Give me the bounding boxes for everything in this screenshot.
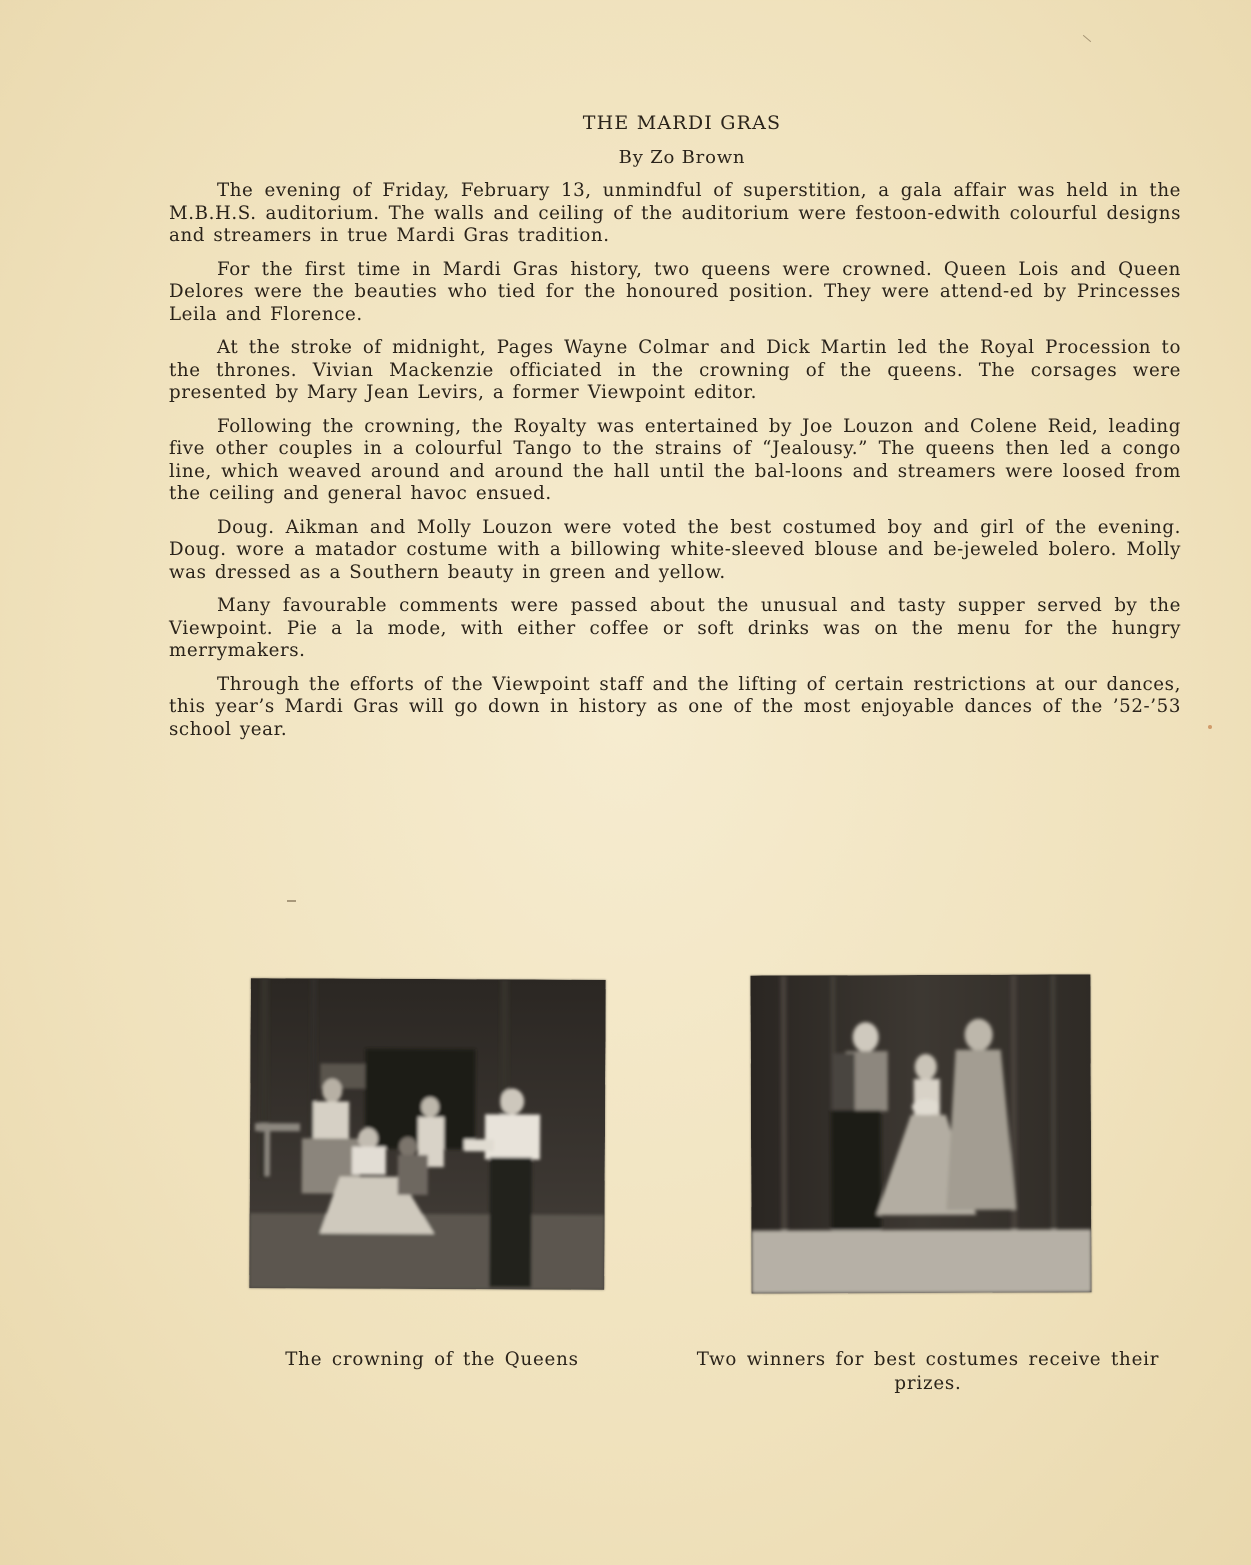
paper-speck — [1083, 35, 1091, 42]
article-paragraph: Many favourable comments were passed about the unusual and tasty supper served by the Viewpoint. Pie a la mode, with either coffee or soft drinks was on the menu for the hungry merrymakers. — [169, 595, 1181, 661]
costume-winners-photo — [750, 974, 1091, 1293]
article-paragraph: The evening of Friday, February 13, unmindful of superstition, a gala affair was held in the M.B.H.S. auditorium. The walls and ceiling of the auditorium were festoon-edwith colourful designs and streamers in true Mardi Gras tradition. — [169, 180, 1181, 246]
paper-speck — [1208, 725, 1212, 729]
costume-winners-photo-caption: Two winners for best costumes receive their prizes. — [696, 1349, 1160, 1394]
crowning-photo — [249, 978, 606, 1290]
article-paragraph: Following the crowning, the Royalty was entertained by Joe Louzon and Colene Reid, leading five other couples in a colourful Tango to the strains of “Jealousy.” The queens then led a congo line, which weaved around and around the hall until the bal-loons and streamers were loosed from the ceiling and general havoc ensued. — [169, 415, 1181, 504]
article-body — [169, 180, 1181, 752]
article-paragraph: Doug. Aikman and Molly Louzon were voted the best costumed boy and girl of the evening. Doug. wore a matador costume with a billowing white-sleeved blouse and be-jeweled bolero. Molly was dressed as a Southern beauty in green and yellow. — [169, 516, 1181, 583]
crowning-photo-image — [249, 978, 606, 1290]
article-paragraph: For the first time in Mardi Gras history, two queens were crowned. Queen Lois and Queen Delores were the beauties who tied for the honoured position. They were attend-ed by Princesses Leila and Florence. — [169, 258, 1181, 325]
costume-winners-photo-image — [750, 974, 1091, 1293]
article-title: THE MARDI GRAS — [582, 112, 782, 134]
article-paragraph: At the stroke of midnight, Pages Wayne Colmar and Dick Martin led the Royal Procession to the thrones. Vivian Mackenzie officiated in the crowning of the queens. The corsages were presented by Mary Jean Levirs, a former Viewpoint editor. — [169, 337, 1181, 403]
crowning-photo-caption: The crowning of the Queens — [285, 1349, 579, 1370]
paper-speck — [287, 900, 296, 902]
article-paragraph: Through the efforts of the Viewpoint staff and the lifting of certain restrictions at our dances, this year’s Mardi Gras will go down in history as one of the most enjoyable dances of the ’52-’53 school year. — [169, 673, 1181, 740]
article-byline: By Zo Brown — [618, 147, 746, 168]
